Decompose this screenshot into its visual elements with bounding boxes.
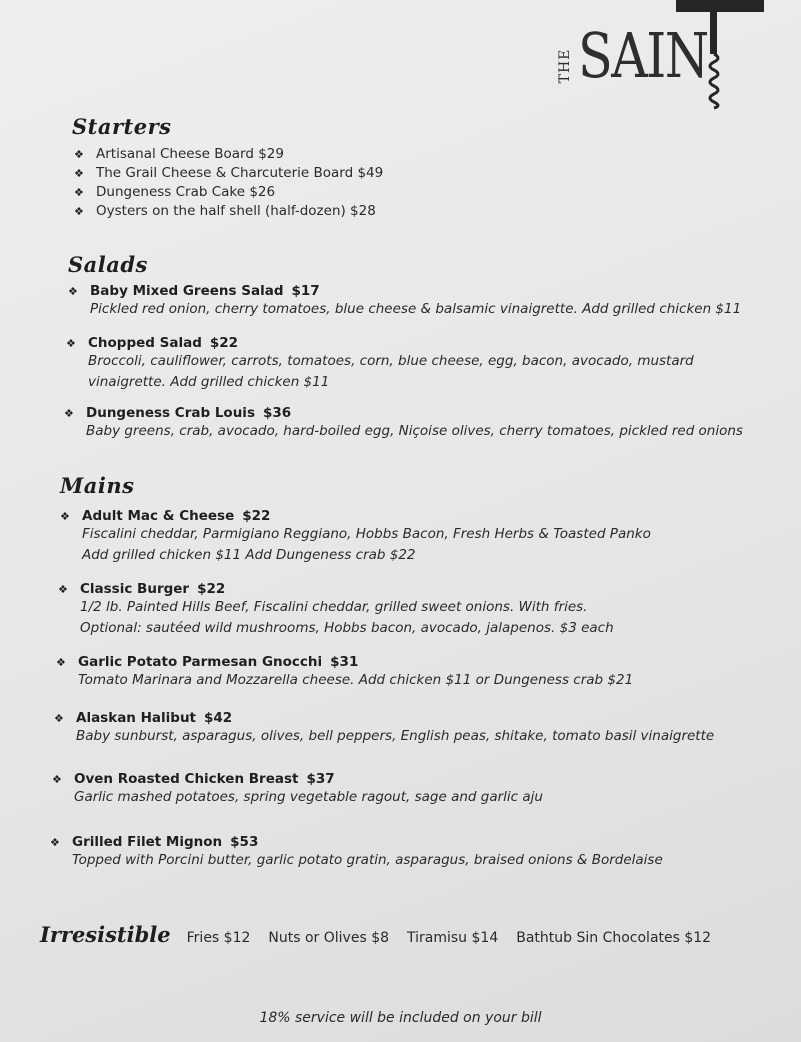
item-description: Optional: sautéed wild mushrooms, Hobbs bacon, avocado, jalapenos. $3 each — [80, 620, 614, 636]
bullet-icon: ❖ — [68, 284, 78, 298]
item-description: 1/2 lb. Painted Hills Beef, Fiscalini cheddar, grilled sweet onions. With fries. — [80, 599, 588, 615]
menu-item — [52, 771, 543, 808]
section-title-starters: Starters — [72, 114, 172, 139]
item-description: Baby sunburst, asparagus, olives, bell peppers, English peas, shitake, tomato basil vinaigrette — [76, 728, 715, 744]
item-price: $22 — [242, 508, 271, 524]
menu-item — [50, 834, 663, 871]
bullet-icon: ❖ — [54, 711, 64, 725]
item-price: $53 — [230, 834, 259, 850]
item-name: Chopped Salad — [88, 335, 202, 351]
item-name: Dungeness Crab Louis — [86, 405, 255, 421]
bullet-icon: ❖ — [74, 148, 84, 161]
bullet-icon: ❖ — [52, 772, 62, 786]
list-item: Tiramisu $14 — [407, 930, 499, 946]
list-item: ❖ The Grail Cheese & Charcuterie Board $49 — [74, 165, 384, 181]
section-title-irresistible: Irresistible — [40, 922, 171, 947]
item-name: Garlic Potato Parmesan Gnocchi — [78, 654, 323, 670]
item-description: Baby greens, crab, avocado, hard-boiled egg, Niçoise olives, cherry tomatoes, pickled red onions — [86, 423, 743, 439]
list-item: Bathtub Sin Chocolates $12 — [516, 930, 712, 946]
item-description: Pickled red onion, cherry tomatoes, blue cheese & balsamic vinaigrette. Add grilled chicken $11 — [90, 301, 742, 317]
item-name: Alaskan Halibut — [76, 710, 197, 726]
list-item: ❖ Dungeness Crab Cake $26 — [74, 184, 276, 200]
logo-name-text: SAIN — [578, 19, 708, 92]
bullet-icon: ❖ — [74, 205, 84, 218]
item-description: Garlic mashed potatoes, spring vegetable ragout, sage and garlic aju — [74, 789, 543, 805]
section-title-salads: Salads — [68, 252, 148, 277]
logo-the-text: THE — [557, 48, 573, 84]
item-price: $22 — [209, 335, 239, 351]
item-name: Classic Burger — [80, 581, 190, 597]
list-item: Fries $12 — [186, 930, 251, 946]
item-name: Adult Mac & Cheese — [82, 508, 235, 524]
item-name: Grilled Filet Mignon — [72, 834, 223, 850]
starters-list — [74, 145, 383, 221]
item-description: Fiscalini cheddar, Parmigiano Reggiano, Hobbs Bacon, Fresh Herbs & Toasted Panko — [82, 526, 651, 542]
menu-item — [66, 335, 694, 393]
menu-item — [60, 508, 651, 566]
menu-item — [68, 283, 741, 320]
bullet-icon: ❖ — [58, 582, 68, 596]
item-price: $22 — [197, 581, 226, 597]
menu-item — [56, 654, 633, 691]
section-title-mains: Mains — [60, 473, 135, 498]
item-description: Add grilled chicken $11 Add Dungeness crab $22 — [82, 547, 416, 563]
item-price: $31 — [330, 654, 359, 670]
service-charge-note: 18% service will be included on your bill — [259, 1010, 542, 1026]
list-item: Nuts or Olives $8 — [268, 930, 390, 946]
bullet-icon: ❖ — [50, 835, 60, 849]
menu-item — [58, 581, 614, 639]
irresistible-row — [40, 922, 729, 947]
item-price: $42 — [204, 710, 233, 726]
item-description: Broccoli, cauliflower, carrots, tomatoes, corn, blue cheese, egg, bacon, avocado, mustard — [88, 353, 694, 369]
item-description: Topped with Porcini butter, garlic potato gratin, asparagus, braised onions & Bordelaise — [72, 852, 663, 868]
bullet-icon: ❖ — [60, 509, 70, 523]
menu-item — [54, 710, 714, 747]
bullet-icon: ❖ — [56, 655, 66, 669]
item-name: Oven Roasted Chicken Breast — [74, 771, 299, 787]
bullet-icon: ❖ — [74, 186, 84, 199]
item-description: vinaigrette. Add grilled chicken $11 — [88, 374, 330, 390]
item-price: $37 — [306, 771, 335, 787]
item-price: $17 — [291, 283, 320, 299]
corkscrew-icon — [676, 0, 766, 112]
bullet-icon: ❖ — [66, 336, 76, 350]
bullet-icon: ❖ — [64, 406, 74, 420]
item-name: Baby Mixed Greens Salad — [90, 283, 284, 299]
list-item: ❖ Artisanal Cheese Board $29 — [74, 146, 284, 162]
item-price: $36 — [262, 405, 292, 421]
item-description: Tomato Marinara and Mozzarella cheese. Add chicken $11 or Dungeness crab $21 — [78, 672, 634, 688]
bullet-icon: ❖ — [74, 167, 84, 180]
menu-item — [64, 405, 743, 442]
list-item: ❖ Oysters on the half shell (half-dozen) $28 — [74, 203, 376, 219]
